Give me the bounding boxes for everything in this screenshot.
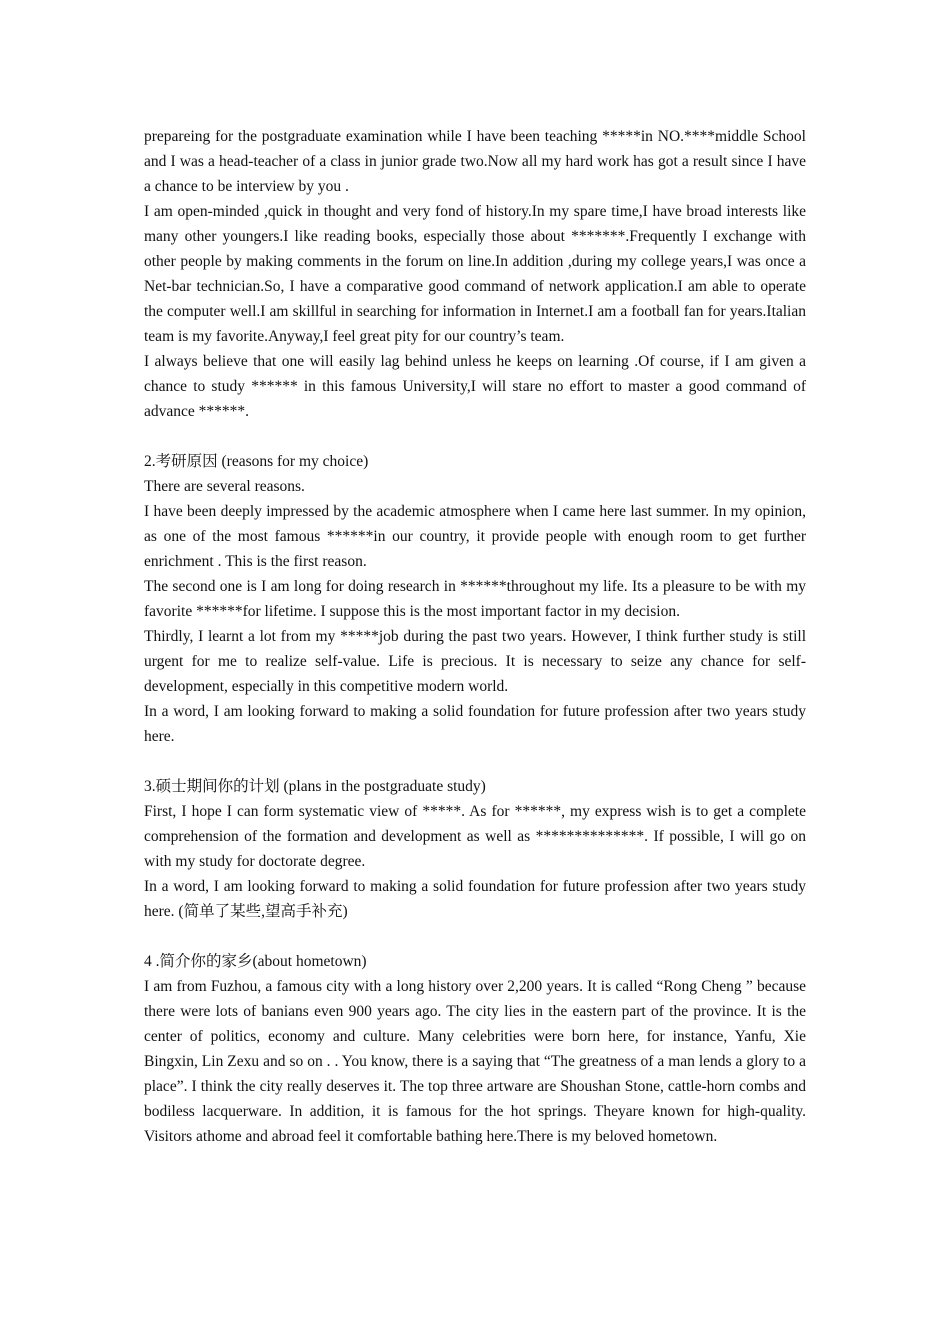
section-3-paragraph-2: In a word, I am looking forward to making a solid foundation for future profession after two years study here. (简单了某些,望高手补充)	[144, 878, 806, 920]
spacer	[144, 424, 806, 449]
section-3-paragraph-1: First, I hope I can form systematic view of *****. As for ******, my express wish is to get a complete comprehension of the formation and development as well as **************. If possible, I will go on with my study for doctorate degree.	[144, 803, 806, 870]
spacer	[144, 924, 806, 949]
section-3-heading: 3.硕士期间你的计划 (plans in the postgraduate study)	[144, 778, 486, 795]
intro-paragraph-3: I always believe that one will easily lag behind unless he keeps on learning .Of course, if I am given a chance to study ****** in this famous University,I will stare no effort to master a good command of advance ******.	[144, 353, 806, 420]
section-2-paragraph-5: In a word, I am looking forward to making a solid foundation for future profession after two years study here.	[144, 703, 806, 745]
section-2-paragraph-3: The second one is I am long for doing research in ******throughout my life. Its a pleasure to be with my favorite ******for lifetime. I suppose this is the most important factor in my decision.	[144, 578, 806, 620]
document-page	[144, 124, 806, 1149]
section-2-paragraph-4: Thirdly, I learnt a lot from my *****job during the past two years. However, I think further study is still urgent for me to realize self-value. Life is precious. It is necessary to seize any chance for self-development, especially in this competitive modern world.	[144, 628, 806, 695]
section-2-paragraph-2: I have been deeply impressed by the academic atmosphere when I came here last summer. In my opinion, as one of the most famous ******in our country, it provide people with enough room to get further enrichment . This is the first reason.	[144, 503, 806, 570]
intro-paragraph-1: prepareing for the postgraduate examination while I have been teaching *****in NO.****middle School and I was a head-teacher of a class in junior grade two.Now all my hard work has got a result since I have a chance to be interview by you .	[144, 128, 806, 195]
section-4-paragraph-1: I am from Fuzhou, a famous city with a long history over 2,200 years. It is called “Rong Cheng ” because there were lots of banians even 900 years ago. The city lies in the eastern part of the province. It is the center of politics, economy and culture. Many celebrities were born here, for instance, Yanfu, Xie Bingxin, Lin Zexu and so on . . You know, there is a saying that “The greatness of a man lends a glory to a place”. I think the city really deserves it. The top three artware are Shoushan Stone, cattle-horn combs and bodiless lacquerware. In addition, it is famous for the hot springs. Theyare known for high-quality. Visitors athome and abroad feel it comfortable bathing here.There is my beloved hometown.	[144, 978, 806, 1145]
intro-paragraph-2: I am open-minded ,quick in thought and very fond of history.In my spare time,I have broad interests like many other youngers.I like reading books, especially those about *******.Frequently I exchange with other people by making comments in the forum on line.In addition ,during my college years,I was once a Net-bar technician.So, I have a comparative good command of network application.I am able to operate the computer well.I am skillful in searching for information in Internet.I am a football fan for years.Italian team is my favorite.Anyway,I feel great pity for our country’s team.	[144, 203, 806, 345]
section-2-heading: 2.考研原因 (reasons for my choice)	[144, 453, 369, 470]
spacer	[144, 749, 806, 774]
section-4-heading: 4 .简介你的家乡(about hometown)	[144, 953, 367, 970]
section-2-paragraph-1: There are several reasons.	[144, 478, 305, 495]
